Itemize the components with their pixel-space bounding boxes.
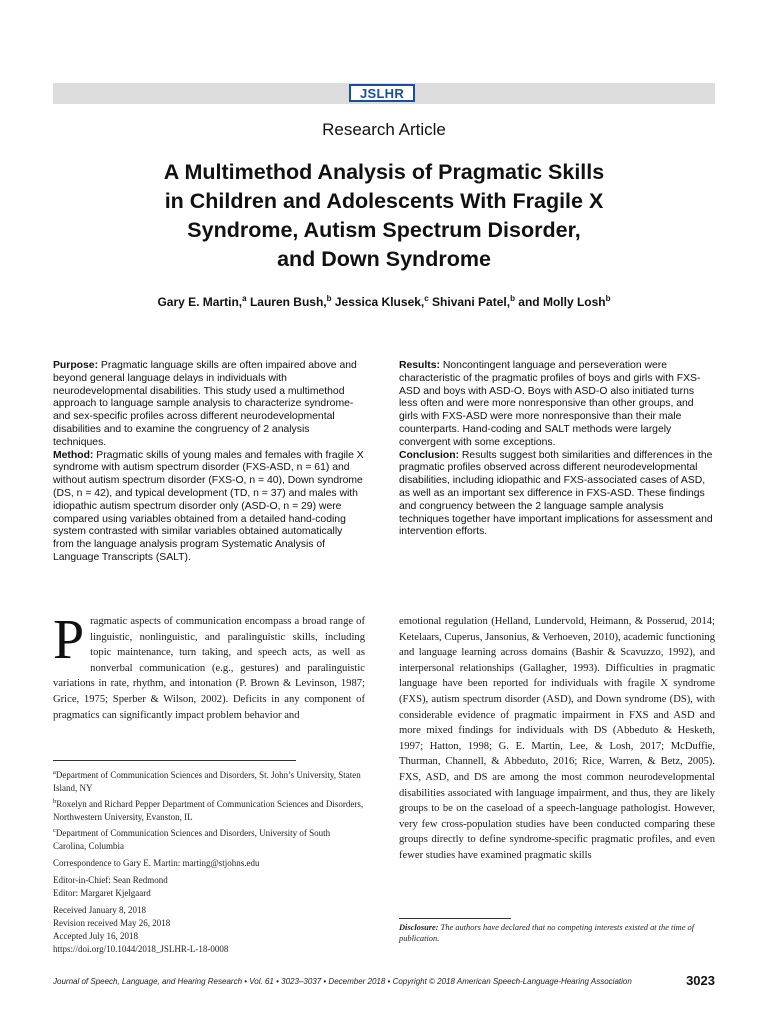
editor-in-chief: Editor-in-Chief: Sean Redmond bbox=[53, 875, 168, 885]
affiliation bbox=[53, 795, 365, 824]
abstract-left bbox=[53, 360, 365, 565]
author-name: Lauren Bush, bbox=[246, 295, 327, 309]
body-text-left bbox=[53, 609, 365, 723]
abstract-label: Conclusion: bbox=[399, 449, 460, 461]
affiliation-text: Roxelyn and Richard Pepper Department of Communication Sciences and Disorders, Northwestern University, Evanston, IL bbox=[53, 799, 364, 822]
revision-date: Revision received May 26, 2018 bbox=[53, 918, 171, 928]
abstract-right bbox=[399, 360, 715, 539]
received-date: Received January 8, 2018 bbox=[53, 905, 146, 915]
abstract-label: Purpose: bbox=[53, 360, 99, 371]
drop-cap: P bbox=[53, 609, 85, 671]
affiliation-sup: b bbox=[53, 798, 57, 805]
affiliation-text: Department of Communication Sciences and Disorders, University of South Carolina, Columbia bbox=[53, 828, 331, 851]
doi-link[interactable]: https://doi.org/10.1044/2018_JSLHR-L-18-0008 bbox=[53, 944, 229, 954]
article-title bbox=[60, 158, 708, 274]
author-affil-sup: b bbox=[510, 294, 515, 303]
body-paragraph: emotional regulation (Helland, Lundervold, Heimann, & Posserud, 2014; Ketelaars, Cuperus, Jansonius, & Verhoeven, 2010), academic functioning and language learning across domains (Bashir & Scavuzzo, 1992), and interpersonal relationships (Gallagher, 1993). Difficulties in pragmatic language have been reported for individuals with fragile X syndrome (FXS), autism spectrum disorder (ASD), and Down syndrome (DS), with considerable evidence of pragmatic impairment in FXS and ASD and more mixed findings for individuals with DS (Abbeduto & Hesketh, 1997; Hatton, 1998; G. E. Martin, Lee, & Losh, 2017; McDuffie, Thurman, Channell, & Abbeduto, 2016; Rice, Warren, & Betz, 2005). FXS, ASD, and DS are among the most common neurodevelopmental disabilities associated with language impairment, and thus, they are likely groups to be on the caseload of a speech-language pathologist. However, very few cross-population studies have been conducted comparing these groups directly to define syndrome-specific pragmatic profiles, and even fewer studies have examined pragmatic skills bbox=[399, 616, 715, 861]
body-paragraph: ragmatic aspects of communication encompass a broad range of linguistic, nonlinguistic, and paralinguistic skills, including topic maintenance, turn taking, and speech acts, as well as nonverbal communication (e.g., gestures) and paralinguistic variations in rate, rhythm, and intonation (P. Brown & Levinson, 1987; Grice, 1975; Sperber & Wilson, 2002). Deficits in any component of pragmatics can significantly impact problem behavior and bbox=[53, 616, 365, 721]
affiliations-block bbox=[53, 766, 365, 956]
disclosure-divider bbox=[399, 918, 511, 919]
author-affil-sup: a bbox=[242, 294, 247, 303]
journal-badge: JSLHR bbox=[349, 84, 415, 102]
abstract-text: Noncontingent language and perseveration were characteristic of the pragmatic profiles of boys and girls with FXS-ASD and boys with ASD-O. Boys with ASD-O also initiated turns less often and were more nonresponsive than other groups, and girls with FXS-ASD were more nonresponsive than their male counterparts. Hand-coding and SALT methods were largely convergent with some exceptions. bbox=[399, 360, 701, 448]
accepted-date: Accepted July 16, 2018 bbox=[53, 931, 138, 941]
abstract-label: Method: bbox=[53, 449, 94, 461]
author-affil-sup: b bbox=[605, 294, 611, 303]
disclosure-note bbox=[399, 922, 715, 944]
author-name: Jessica Klusek, bbox=[331, 295, 425, 309]
affiliation-sup: c bbox=[53, 827, 56, 834]
disclosure-label: Disclosure: bbox=[399, 923, 439, 932]
editor: Editor: Margaret Kjelgaard bbox=[53, 888, 151, 898]
abstract-text: Results suggest both similarities and differences in the pragmatic profiles observed across different neurodevelopmental disabilities, including idiopathic and FXS-associated cases of ASD, as well as an important sex difference in FXS-ASD. These findings and congruency between the 2 language sample analysis techniques together have important implications for assessment and intervention efforts. bbox=[399, 449, 713, 538]
affiliation bbox=[53, 824, 365, 853]
affiliation-sup: a bbox=[53, 769, 56, 776]
correspondence: Correspondence to Gary E. Martin: marting@stjohns.edu bbox=[53, 858, 260, 868]
abstract-text: Pragmatic skills of young males and females with fragile X syndrome with autism spectrum disorder (FXS-ASD, n = 61) and without autism spectrum disorder (FXS-O, n = 40), Down syndrome (DS, n = 42), and typical development (TD, n = 37) and males with idiopathic autism spectrum disorder only (ASD-O, n = 29) were compared using variables obtained from a detailed hand-coding system contrasted with similar variables obtained automatically from the language analysis program Systematic Analysis of Language Transcripts (SALT). bbox=[53, 449, 364, 563]
abstract-purpose bbox=[53, 360, 365, 450]
abstract-conclusion bbox=[399, 450, 715, 540]
abstract-results bbox=[399, 360, 715, 450]
affiliation bbox=[53, 766, 365, 795]
disclosure-text: The authors have declared that no competing interests existed at the time of publication. bbox=[399, 923, 695, 943]
abstract-text: Pragmatic language skills are often impaired above and beyond general language delays in individuals with neurodevelopmental disabilities. This study used a multimethod approach to language sample analysis to characterize syndrome- and sex-specific profiles across different neurodevelopmental disabilities and to examine the congruency of 2 analysis techniques. bbox=[53, 360, 357, 448]
author-affil-sup: c bbox=[424, 294, 429, 303]
abstract-method bbox=[53, 450, 365, 565]
author-affil-sup: b bbox=[326, 294, 332, 303]
author-name: Gary E. Martin, bbox=[157, 295, 243, 309]
article-type: Research Article bbox=[322, 120, 446, 139]
author-name: Shivani Patel, bbox=[428, 295, 511, 309]
footnote-divider bbox=[53, 760, 296, 761]
page-number: 3023 bbox=[686, 973, 715, 988]
page-footer: Journal of Speech, Language, and Hearing Research • Vol. 61 • 3023–3037 • December 2018 • Copyright © 2018 American Speech-Language-Hearing Association bbox=[53, 977, 632, 986]
affiliation-text: Department of Communication Sciences and Disorders, St. John’s University, Staten Island, NY bbox=[53, 770, 361, 793]
title-line: A Multimethod Analysis of Pragmatic Skills bbox=[163, 160, 605, 184]
abstract-label: Results: bbox=[399, 360, 440, 371]
author-list bbox=[0, 291, 768, 310]
body-text-right bbox=[399, 614, 715, 864]
title-line: in Children and Adolescents With Fragile X bbox=[164, 189, 604, 213]
author-name: and Molly Losh bbox=[514, 295, 606, 309]
title-line: Syndrome, Autism Spectrum Disorder, bbox=[187, 218, 581, 242]
title-line: and Down Syndrome bbox=[277, 247, 491, 271]
